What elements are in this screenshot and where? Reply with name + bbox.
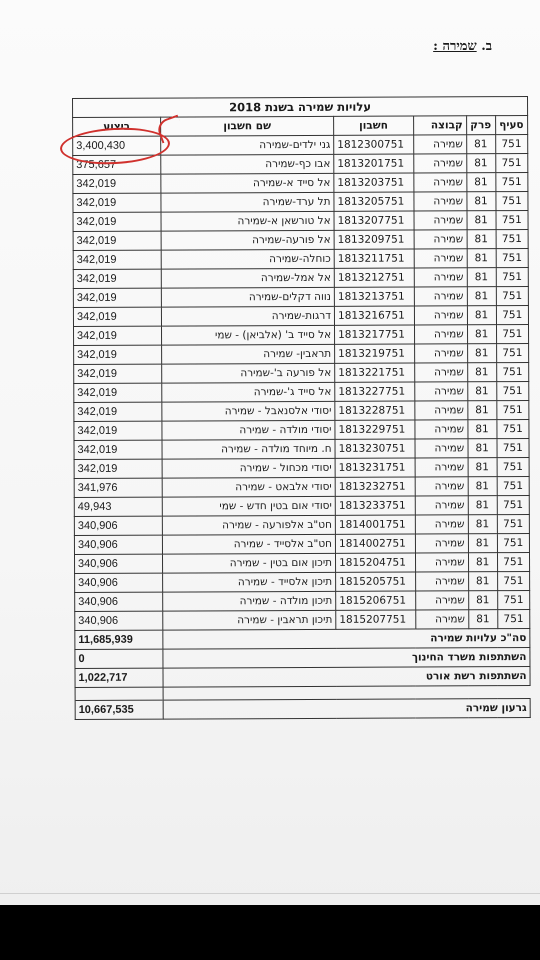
cell-account-name: יסודי מולדה - שמירה [162, 420, 335, 440]
table-row [74, 457, 529, 478]
summary-label: השתתפות משרד החינוך [163, 647, 530, 668]
cell-execution: 342,019 [73, 174, 161, 193]
cell-group: שמירה [414, 268, 467, 287]
cell-execution: 342,019 [74, 440, 162, 459]
cell-account-name: אל טורשאן א-שמירה [161, 211, 334, 231]
cell-account: 1813233751 [335, 496, 415, 515]
deficit-label: גרעון שמירה [163, 698, 530, 719]
cell-account: 1813230751 [335, 439, 415, 458]
cell-account-name: תיכון אלסייד - שמירה [163, 572, 336, 592]
cell-chapter: 81 [467, 306, 496, 325]
cell-account-name: תיכון מולדה - שמירה [163, 591, 336, 611]
cell-chapter: 81 [466, 154, 495, 173]
cell-section: 751 [496, 306, 529, 325]
cell-account: 1813217751 [335, 325, 415, 344]
table-row [74, 552, 529, 573]
cell-chapter: 81 [468, 534, 497, 553]
table-summary [75, 628, 530, 719]
cell-chapter: 81 [468, 496, 497, 515]
cell-execution: 342,019 [74, 402, 162, 421]
cell-execution: 342,019 [74, 345, 162, 364]
cell-account-name: חט"ב אלפורעה - שמירה [162, 515, 335, 535]
cell-section: 751 [496, 381, 529, 400]
cell-group: שמירה [415, 591, 468, 610]
table-row [73, 211, 528, 232]
deficit-row [75, 698, 530, 719]
cell-account: 1815204751 [336, 553, 416, 572]
cell-section: 751 [495, 173, 528, 192]
cell-execution: 49,943 [74, 497, 162, 516]
cell-group: שמירה [415, 496, 468, 515]
cell-chapter: 81 [466, 173, 495, 192]
cell-execution: 342,019 [74, 383, 162, 402]
cell-account-name: יסודי אום בטין חדש - שמי [162, 496, 335, 516]
bottom-black-bar [0, 905, 540, 960]
summary-label: השתתפות רשת אורט [163, 666, 530, 687]
table-row [75, 590, 530, 611]
table-row [73, 192, 528, 213]
cell-section: 751 [497, 609, 530, 628]
cell-section: 751 [496, 249, 529, 268]
cell-group: שמירה [415, 458, 468, 477]
header-group: קבוצה [413, 116, 466, 135]
cell-account-name: אל אמל-שמירה [161, 268, 334, 288]
cell-execution: 340,906 [75, 573, 163, 592]
cell-account: 1813231751 [335, 458, 415, 477]
cell-execution: 375,657 [73, 155, 161, 174]
cell-account: 1813207751 [334, 211, 414, 230]
cell-account-name: יסודי אלסנאבל - שמירה [162, 401, 335, 421]
header-chapter: פרק [466, 116, 495, 135]
table-row [73, 306, 528, 327]
cell-account: 1813227751 [335, 382, 415, 401]
cell-group: שמירה [414, 363, 467, 382]
cell-account: 1813216751 [334, 306, 414, 325]
summary-value: 0 [75, 649, 163, 668]
summary-label: סה"כ עלויות שמירה [163, 628, 530, 649]
guarding-costs-table [72, 96, 531, 720]
cell-section: 751 [497, 476, 530, 495]
header-section: סעיף [495, 116, 528, 135]
cell-section: 751 [496, 343, 529, 362]
cell-chapter: 81 [467, 325, 496, 344]
cell-chapter: 81 [467, 268, 496, 287]
cell-execution: 340,906 [74, 554, 162, 573]
cell-account: 1815206751 [336, 591, 416, 610]
section-letter: ב. [481, 39, 492, 54]
summary-row-ort [75, 666, 530, 687]
cell-group: שמירה [415, 401, 468, 420]
cell-chapter: 81 [468, 477, 497, 496]
cell-section: 751 [497, 457, 530, 476]
cell-section: 751 [495, 192, 528, 211]
cell-execution: 340,906 [74, 535, 162, 554]
cell-chapter: 81 [466, 135, 495, 154]
cell-section: 751 [497, 533, 530, 552]
cell-account-name: תיכון תראבין - שמירה [163, 610, 336, 630]
cell-account-name: אל סייד ב' (אלביאן) - שמי [162, 325, 335, 345]
table-row [73, 287, 528, 308]
cell-account: 1812300751 [334, 135, 414, 154]
table-row [73, 173, 528, 194]
table-row [74, 495, 529, 516]
cell-group: שמירה [414, 154, 467, 173]
cell-account: 1813212751 [334, 268, 414, 287]
cell-section: 751 [496, 419, 529, 438]
header-account: חשבון [334, 116, 414, 135]
cell-chapter: 81 [468, 439, 497, 458]
cell-section: 751 [497, 590, 530, 609]
cell-execution: 340,906 [74, 516, 162, 535]
cell-account: 1813209751 [334, 230, 414, 249]
cell-account-name: אל פורעה-שמירה [161, 230, 334, 250]
cell-group: שמירה [416, 610, 469, 629]
cell-account: 1813203751 [334, 173, 414, 192]
table-row [74, 533, 529, 554]
cell-execution: 342,019 [73, 212, 161, 231]
cell-execution: 342,019 [74, 421, 162, 440]
cell-account: 1814002751 [335, 534, 415, 553]
cell-account-name: נווה דקלים-שמירה [161, 287, 334, 307]
table-row [73, 230, 528, 251]
cell-execution: 342,019 [74, 326, 162, 345]
table-body [73, 135, 530, 631]
cell-group: שמירה [414, 306, 467, 325]
table-row [74, 514, 529, 535]
cell-chapter: 81 [467, 230, 496, 249]
cell-execution: 342,019 [73, 307, 161, 326]
cell-group: שמירה [413, 135, 466, 154]
cell-execution: 340,906 [75, 611, 163, 630]
cell-section: 751 [497, 438, 530, 457]
cell-section: 751 [496, 400, 529, 419]
table-row [73, 268, 528, 289]
cell-section: 751 [495, 154, 528, 173]
cell-account: 1813211751 [334, 249, 414, 268]
cell-group: שמירה [415, 572, 468, 591]
cell-group: שמירה [414, 325, 467, 344]
cell-account-name: תל ערד-שמירה [161, 192, 334, 212]
cell-chapter: 81 [467, 287, 496, 306]
cell-execution: 340,906 [75, 592, 163, 611]
cell-execution: 342,019 [73, 269, 161, 288]
cell-chapter: 81 [468, 515, 497, 534]
cell-group: שמירה [415, 439, 468, 458]
cell-group: שמירה [415, 534, 468, 553]
cell-section: 751 [496, 268, 529, 287]
cell-account: 1815207751 [336, 610, 416, 629]
table-title-row [73, 97, 528, 118]
table-row [74, 325, 529, 346]
cell-chapter: 81 [468, 610, 497, 629]
cell-group: שמירה [414, 211, 467, 230]
cell-account: 1813232751 [335, 477, 415, 496]
cell-group: שמירה [415, 382, 468, 401]
cell-chapter: 81 [467, 249, 496, 268]
cell-chapter: 81 [468, 458, 497, 477]
cell-section: 751 [496, 230, 529, 249]
cell-section: 751 [496, 362, 529, 381]
cell-section: 751 [497, 495, 530, 514]
cell-execution: 342,019 [73, 231, 161, 250]
cell-section: 751 [496, 287, 529, 306]
header-execution: ביצוע [73, 117, 161, 136]
cell-group: שמירה [415, 515, 468, 534]
cell-account: 1813229751 [335, 420, 415, 439]
cell-account-name: דרגות-שמירה [161, 306, 334, 326]
cell-group: שמירה [414, 249, 467, 268]
cell-account-name: תראבין- שמירה [162, 344, 335, 364]
cell-execution: 341,976 [74, 478, 162, 497]
cell-chapter: 81 [467, 401, 496, 420]
cell-chapter: 81 [468, 572, 497, 591]
cell-execution: 342,019 [73, 193, 161, 212]
table-row [74, 381, 529, 402]
cell-execution: 342,019 [74, 459, 162, 478]
cell-execution: 342,019 [73, 250, 161, 269]
cell-section: 751 [496, 325, 529, 344]
cell-account: 1813201751 [334, 154, 414, 173]
cell-account-name: יסודי אלבאט - שמירה [162, 477, 335, 497]
cell-account-name: ח. מיוחד מולדה - שמירה [162, 439, 335, 459]
cell-chapter: 81 [468, 591, 497, 610]
cell-chapter: 81 [467, 192, 496, 211]
cell-section: 751 [497, 514, 530, 533]
cell-account: 1813219751 [335, 344, 415, 363]
cell-account-name: גני ילדים-שמירה [161, 135, 334, 155]
cell-account-name: אל פורעה ב'-שמירה [162, 363, 335, 383]
cell-group: שמירה [414, 173, 467, 192]
cell-account: 1813205751 [334, 192, 414, 211]
deficit-value: 10,667,535 [75, 700, 163, 719]
cell-chapter: 81 [468, 553, 497, 572]
table-row [74, 419, 529, 440]
cell-account: 1813221751 [335, 363, 415, 382]
table-row [74, 362, 529, 383]
summary-value: 11,685,939 [75, 630, 163, 649]
cell-chapter: 81 [468, 420, 497, 439]
cell-group: שמירה [415, 477, 468, 496]
cell-group: שמירה [414, 230, 467, 249]
table-row [75, 571, 530, 592]
cell-group: שמירה [415, 553, 468, 572]
cell-account: 1815205751 [336, 572, 416, 591]
cell-chapter: 81 [467, 382, 496, 401]
table-row [74, 343, 529, 364]
cell-chapter: 81 [467, 344, 496, 363]
cell-section: 751 [497, 571, 530, 590]
table-row [74, 476, 529, 497]
cell-execution: 342,019 [73, 288, 161, 307]
cell-account-name: אבו כף-שמירה [161, 154, 334, 174]
header-account-name: שם חשבון [161, 116, 334, 136]
cell-section: 751 [495, 135, 528, 154]
section-heading [433, 38, 492, 54]
cell-account-name: חט"ב אלסייד - שמירה [162, 534, 335, 554]
table-row [75, 609, 530, 630]
cell-execution: 342,019 [74, 364, 162, 383]
cell-account: 1814001751 [335, 515, 415, 534]
cell-section: 751 [496, 211, 529, 230]
cell-account: 1813213751 [334, 287, 414, 306]
table-row [74, 438, 529, 459]
section-title: שמירה : [433, 39, 477, 54]
cell-account-name: תיכון אום בטין - שמירה [163, 553, 336, 573]
table-title: עלויות שמירה בשנת 2018 [73, 97, 528, 118]
page-edge [0, 893, 540, 894]
summary-value: 1,022,717 [75, 668, 163, 687]
cell-account-name: אל סייד ג'-שמירה [162, 382, 335, 402]
cell-chapter: 81 [467, 211, 496, 230]
table-row [73, 249, 528, 270]
cell-account-name: כוחלה-שמירה [161, 249, 334, 269]
cell-group: שמירה [415, 420, 468, 439]
cell-chapter: 81 [467, 363, 496, 382]
cell-account: 1813228751 [335, 401, 415, 420]
cell-execution: 3,400,430 [73, 136, 161, 155]
cell-account-name: אל סייד א-שמירה [161, 173, 334, 193]
cell-group: שמירה [414, 344, 467, 363]
table-row [74, 400, 529, 421]
cell-account-name: יסודי מכחול - שמירה [162, 458, 335, 478]
cell-group: שמירה [414, 287, 467, 306]
cell-group: שמירה [414, 192, 467, 211]
cell-section: 751 [497, 552, 530, 571]
summary-row-ministry [75, 647, 530, 668]
summary-row-total [75, 628, 530, 649]
